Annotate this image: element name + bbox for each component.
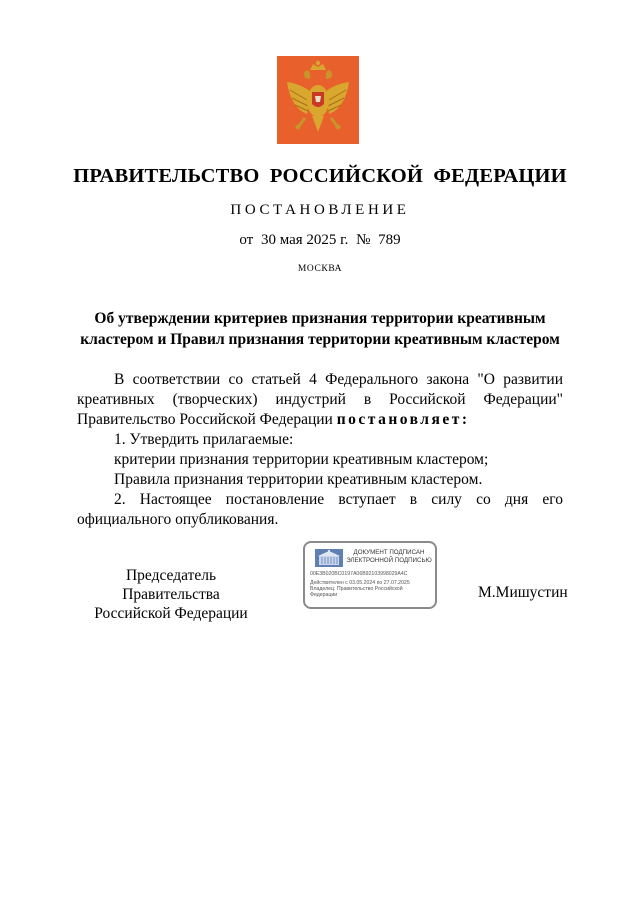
stamp-certificate: 00E3B020BC0197A06B92103998029A4C: [310, 571, 408, 577]
document-date-line: [0, 232, 640, 249]
government-title: ПРАВИТЕЛЬСТВО РОССИЙСКОЙ ФЕДЕРАЦИИ: [73, 165, 567, 187]
document-subject: [70, 308, 570, 350]
subject-line: Об утверждении критериев признания территории креативным: [94, 310, 546, 327]
subject-line: кластером и Правил признания территории креативным кластером: [80, 331, 560, 348]
stamp-owner: Федерации: [310, 592, 338, 598]
item-1a: критерии признания территории креативным кластером;: [114, 451, 489, 468]
document-body: [77, 370, 563, 530]
city: МОСКВА: [297, 264, 343, 274]
stamp-title-line: ЭЛЕКТРОННОЙ ПОДПИСЬЮ: [346, 557, 432, 564]
body-text: Правительство Российской Федерации: [77, 411, 333, 428]
body-line: В соответствии со статьей 4 Федерального закона "О развитии: [114, 371, 563, 388]
government-building-icon: [315, 549, 343, 567]
item-2-continued: официального опубликования.: [77, 511, 279, 528]
stamp-validity: Действителен с 03.05.2024 по 27.07.2025: [310, 580, 410, 586]
signer-name: М.Мишустин: [478, 584, 568, 601]
russian-coat-of-arms-icon: [277, 56, 359, 144]
resolves-word: постановляет:: [336, 411, 470, 428]
stamp-title: [343, 549, 435, 565]
stamp-owner: Владелец: Правительство Российской: [310, 586, 403, 592]
document-date: 30 мая 2025 г.: [260, 232, 349, 248]
electronic-signature-stamp: [303, 541, 437, 609]
body-line: [77, 410, 563, 430]
signer-title: [76, 566, 266, 623]
item-2: 2. Настоящее постановление вступает в силу со дня его: [114, 491, 563, 508]
document-number: 789: [378, 232, 401, 248]
number-sign: №: [356, 232, 371, 248]
signer-title-line: Председатель Правительства: [122, 567, 220, 603]
signer-title-line: Российской Федерации: [94, 605, 248, 622]
item-1: 1. Утвердить прилагаемые:: [114, 431, 294, 448]
stamp-title-line: ДОКУМЕНТ ПОДПИСАН: [353, 549, 425, 556]
document-type: ПОСТАНОВЛЕНИЕ: [230, 202, 410, 218]
date-prefix: от: [239, 232, 254, 248]
item-1b: Правила признания территории креативным кластером.: [114, 471, 483, 488]
body-line: креативных (творческих) индустрий в Российской Федерации": [77, 391, 563, 408]
